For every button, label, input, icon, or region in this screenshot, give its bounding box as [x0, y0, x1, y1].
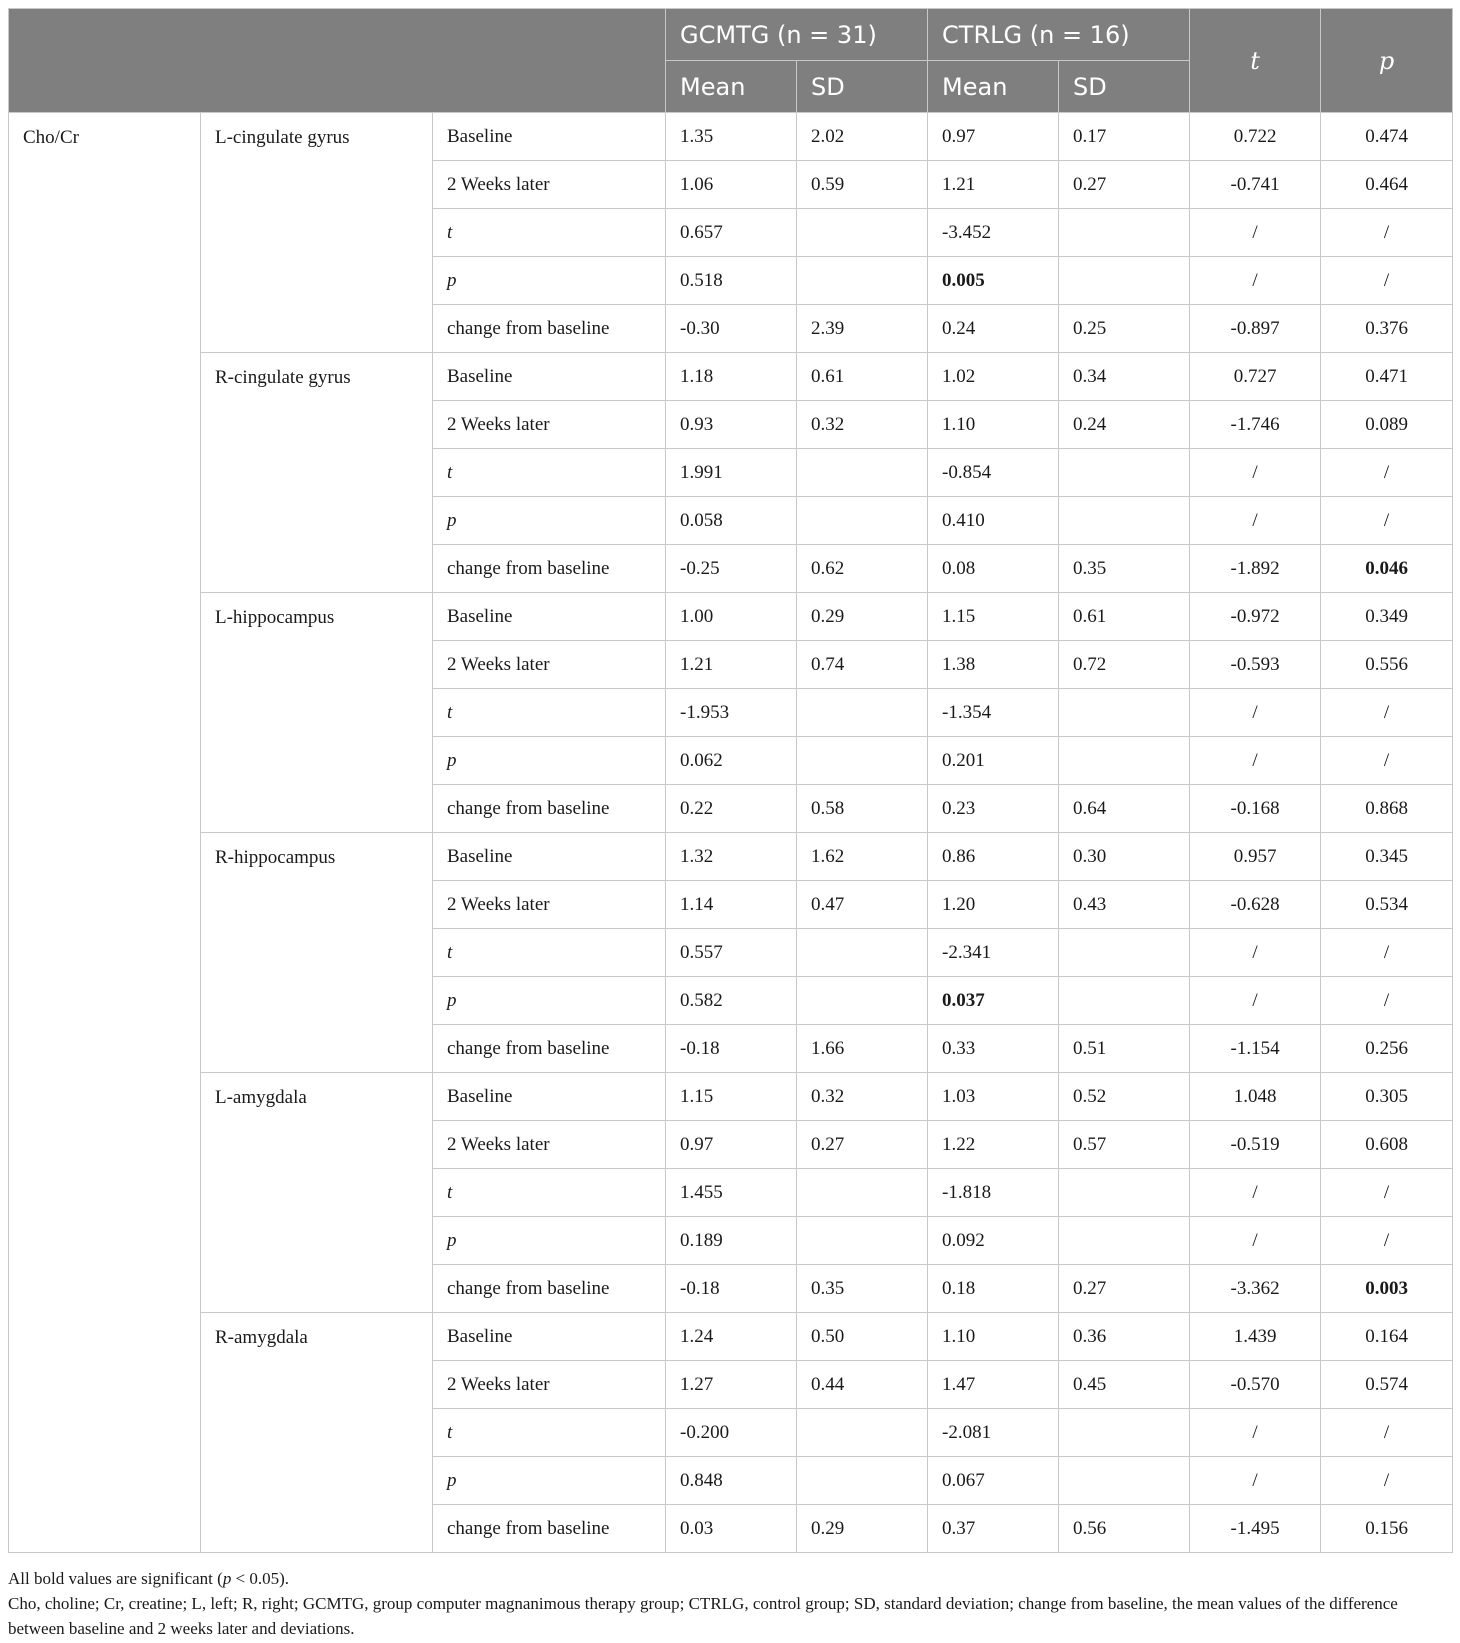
cell-g2-sd	[1059, 497, 1190, 545]
cell-g2-mean: 0.410	[928, 497, 1059, 545]
cell-g1-mean: 0.03	[666, 1505, 797, 1553]
cell-t: 0.957	[1190, 833, 1321, 881]
cell-g2-mean: 0.97	[928, 113, 1059, 161]
cell-g1-sd: 0.61	[797, 353, 928, 401]
cell-g1-sd	[797, 929, 928, 977]
cell-g2-mean: -1.818	[928, 1169, 1059, 1217]
cell-p: /	[1321, 1409, 1453, 1457]
cell-g2-sd: 0.43	[1059, 881, 1190, 929]
cell-g1-mean: -1.953	[666, 689, 797, 737]
header-g1-mean: Mean	[666, 61, 797, 113]
cell-p: 0.574	[1321, 1361, 1453, 1409]
cell-g1-sd	[797, 1217, 928, 1265]
cell-t: -0.570	[1190, 1361, 1321, 1409]
row-label: 2 Weeks later	[433, 1121, 666, 1169]
cell-g1-mean: 1.27	[666, 1361, 797, 1409]
cell-t: -0.593	[1190, 641, 1321, 689]
header-p: p	[1321, 9, 1453, 113]
cell-g2-sd: 0.35	[1059, 545, 1190, 593]
header-g1-sd: SD	[797, 61, 928, 113]
cell-g2-mean: 1.02	[928, 353, 1059, 401]
cell-g2-sd	[1059, 929, 1190, 977]
cell-t: 1.048	[1190, 1073, 1321, 1121]
table-row	[9, 353, 1453, 401]
row-label: 2 Weeks later	[433, 401, 666, 449]
cell-g1-sd	[797, 257, 928, 305]
header-g2-sd: SD	[1059, 61, 1190, 113]
cell-g1-sd	[797, 497, 928, 545]
cell-p: /	[1321, 689, 1453, 737]
region-label: R-hippocampus	[201, 833, 433, 1073]
row-label: t	[433, 1409, 666, 1457]
cell-g1-mean: 0.189	[666, 1217, 797, 1265]
cell-g2-sd: 0.17	[1059, 113, 1190, 161]
region-label: L-amygdala	[201, 1073, 433, 1313]
cell-p: 0.556	[1321, 641, 1453, 689]
cell-g1-sd: 0.59	[797, 161, 928, 209]
cell-p: /	[1321, 929, 1453, 977]
cell-g1-sd: 0.44	[797, 1361, 928, 1409]
cell-g1-mean: 1.00	[666, 593, 797, 641]
cell-g2-sd: 0.51	[1059, 1025, 1190, 1073]
cell-g1-mean: 1.18	[666, 353, 797, 401]
cell-g1-mean: -0.18	[666, 1265, 797, 1313]
cell-g2-mean: 1.38	[928, 641, 1059, 689]
cell-g2-sd	[1059, 257, 1190, 305]
region-label: R-cingulate gyrus	[201, 353, 433, 593]
cell-g1-sd: 0.35	[797, 1265, 928, 1313]
cell-p: /	[1321, 737, 1453, 785]
row-label: change from baseline	[433, 545, 666, 593]
cell-t: 1.439	[1190, 1313, 1321, 1361]
cell-p: /	[1321, 1169, 1453, 1217]
cell-g1-mean: 0.582	[666, 977, 797, 1025]
row-label: change from baseline	[433, 1025, 666, 1073]
cell-g2-mean: 0.037	[928, 977, 1059, 1025]
cell-g1-mean: -0.25	[666, 545, 797, 593]
cell-g1-sd	[797, 449, 928, 497]
cell-p: 0.474	[1321, 113, 1453, 161]
cell-g2-mean: 0.201	[928, 737, 1059, 785]
cell-g2-mean: 0.18	[928, 1265, 1059, 1313]
row-label: p	[433, 1457, 666, 1505]
cell-g1-sd	[797, 737, 928, 785]
cell-g1-sd: 1.66	[797, 1025, 928, 1073]
cell-g1-mean: 1.455	[666, 1169, 797, 1217]
cell-g2-mean: 0.067	[928, 1457, 1059, 1505]
cell-g2-sd	[1059, 977, 1190, 1025]
cell-g2-sd	[1059, 1409, 1190, 1457]
cell-g2-mean: 0.33	[928, 1025, 1059, 1073]
cell-p: /	[1321, 497, 1453, 545]
cell-g1-sd	[797, 1457, 928, 1505]
cell-g1-mean: -0.18	[666, 1025, 797, 1073]
row-label: 2 Weeks later	[433, 1361, 666, 1409]
cell-g1-sd: 0.29	[797, 593, 928, 641]
cell-p: 0.376	[1321, 305, 1453, 353]
table-row	[9, 113, 1453, 161]
region-label: L-hippocampus	[201, 593, 433, 833]
row-label: Baseline	[433, 353, 666, 401]
cell-t: /	[1190, 689, 1321, 737]
cell-g1-mean: 0.97	[666, 1121, 797, 1169]
cell-g2-sd: 0.27	[1059, 1265, 1190, 1313]
cell-g2-sd: 0.64	[1059, 785, 1190, 833]
cell-g1-mean: 0.848	[666, 1457, 797, 1505]
cell-p: 0.164	[1321, 1313, 1453, 1361]
cell-t: -3.362	[1190, 1265, 1321, 1313]
cell-g1-mean: 0.93	[666, 401, 797, 449]
bold-note-pre: All bold values are significant (	[8, 1569, 223, 1588]
cell-g2-sd	[1059, 449, 1190, 497]
row-label: 2 Weeks later	[433, 161, 666, 209]
cell-g1-sd: 0.32	[797, 1073, 928, 1121]
cell-g1-sd	[797, 209, 928, 257]
cell-p: 0.534	[1321, 881, 1453, 929]
footnotes	[8, 1566, 1452, 1641]
row-label: Baseline	[433, 593, 666, 641]
cell-g1-mean: 1.24	[666, 1313, 797, 1361]
cell-g2-sd: 0.72	[1059, 641, 1190, 689]
cell-g1-sd: 1.62	[797, 833, 928, 881]
cell-g1-sd: 2.39	[797, 305, 928, 353]
header-group2: CTRLG (n = 16)	[928, 9, 1190, 61]
cell-p: 0.089	[1321, 401, 1453, 449]
header-row-1	[9, 9, 1453, 61]
cell-g2-sd: 0.30	[1059, 833, 1190, 881]
cell-g1-mean: 1.991	[666, 449, 797, 497]
row-label: t	[433, 689, 666, 737]
cell-t: -0.897	[1190, 305, 1321, 353]
cell-g1-mean: -0.30	[666, 305, 797, 353]
cell-g2-mean: 0.005	[928, 257, 1059, 305]
cell-g1-mean: 0.557	[666, 929, 797, 977]
cell-g1-mean: 1.14	[666, 881, 797, 929]
cell-g2-mean: 1.21	[928, 161, 1059, 209]
cell-g1-sd: 0.32	[797, 401, 928, 449]
cell-g1-mean: 0.058	[666, 497, 797, 545]
cell-g2-sd: 0.45	[1059, 1361, 1190, 1409]
cell-t: -0.628	[1190, 881, 1321, 929]
cell-g2-mean: -0.854	[928, 449, 1059, 497]
cell-g1-sd: 0.50	[797, 1313, 928, 1361]
table-row	[9, 833, 1453, 881]
cell-p: /	[1321, 1457, 1453, 1505]
cell-p: 0.256	[1321, 1025, 1453, 1073]
cell-g2-mean: 0.08	[928, 545, 1059, 593]
table-row	[9, 593, 1453, 641]
cell-g2-mean: -1.354	[928, 689, 1059, 737]
row-label: Baseline	[433, 833, 666, 881]
row-label: p	[433, 977, 666, 1025]
cell-t: /	[1190, 1217, 1321, 1265]
cell-g2-mean: 1.10	[928, 401, 1059, 449]
table-container	[8, 8, 1452, 1553]
cell-g1-sd: 0.29	[797, 1505, 928, 1553]
cell-p: /	[1321, 977, 1453, 1025]
cell-t: 0.722	[1190, 113, 1321, 161]
row-label: change from baseline	[433, 1265, 666, 1313]
cell-t: /	[1190, 977, 1321, 1025]
cell-g2-mean: 1.20	[928, 881, 1059, 929]
cell-g1-sd: 0.27	[797, 1121, 928, 1169]
cell-t: /	[1190, 1457, 1321, 1505]
cell-t: /	[1190, 929, 1321, 977]
cell-g2-sd: 0.61	[1059, 593, 1190, 641]
table-row	[9, 1313, 1453, 1361]
row-label: p	[433, 497, 666, 545]
cell-g1-mean: 1.21	[666, 641, 797, 689]
cell-t: /	[1190, 497, 1321, 545]
cell-g2-mean: 0.24	[928, 305, 1059, 353]
cell-g1-mean: 1.06	[666, 161, 797, 209]
bold-note	[8, 1566, 1452, 1591]
row-label: Baseline	[433, 113, 666, 161]
cell-g2-mean: 0.092	[928, 1217, 1059, 1265]
cell-g2-sd: 0.52	[1059, 1073, 1190, 1121]
region-label: L-cingulate gyrus	[201, 113, 433, 353]
table-body	[9, 113, 1453, 1553]
metric-label: Cho/Cr	[9, 113, 201, 1553]
cell-g2-sd: 0.25	[1059, 305, 1190, 353]
cell-g1-mean: 0.657	[666, 209, 797, 257]
region-label: R-amygdala	[201, 1313, 433, 1553]
cell-g2-sd: 0.57	[1059, 1121, 1190, 1169]
cell-g2-mean: 0.86	[928, 833, 1059, 881]
row-label: change from baseline	[433, 785, 666, 833]
results-table	[8, 8, 1453, 1553]
cell-p: 0.608	[1321, 1121, 1453, 1169]
cell-p: 0.345	[1321, 833, 1453, 881]
cell-g2-mean: -2.341	[928, 929, 1059, 977]
cell-g1-mean: 1.15	[666, 1073, 797, 1121]
cell-p: /	[1321, 209, 1453, 257]
cell-g1-mean: 0.22	[666, 785, 797, 833]
header-group1: GCMTG (n = 31)	[666, 9, 928, 61]
bold-note-post: < 0.05).	[231, 1569, 290, 1588]
cell-g1-sd: 0.62	[797, 545, 928, 593]
cell-g2-mean: 1.03	[928, 1073, 1059, 1121]
cell-t: /	[1190, 1409, 1321, 1457]
cell-g1-sd: 2.02	[797, 113, 928, 161]
cell-g2-mean: 1.10	[928, 1313, 1059, 1361]
cell-g1-mean: -0.200	[666, 1409, 797, 1457]
cell-g2-mean: 1.47	[928, 1361, 1059, 1409]
cell-p: 0.305	[1321, 1073, 1453, 1121]
row-label: p	[433, 737, 666, 785]
cell-g1-sd	[797, 689, 928, 737]
cell-t: -1.154	[1190, 1025, 1321, 1073]
cell-g1-mean: 1.35	[666, 113, 797, 161]
cell-g2-sd: 0.34	[1059, 353, 1190, 401]
cell-t: /	[1190, 257, 1321, 305]
cell-t: -0.519	[1190, 1121, 1321, 1169]
cell-g2-mean: -3.452	[928, 209, 1059, 257]
cell-p: 0.868	[1321, 785, 1453, 833]
cell-t: -1.892	[1190, 545, 1321, 593]
cell-g2-sd	[1059, 1169, 1190, 1217]
cell-g1-sd: 0.74	[797, 641, 928, 689]
cell-t: /	[1190, 449, 1321, 497]
cell-g2-mean: 0.23	[928, 785, 1059, 833]
row-label: Baseline	[433, 1073, 666, 1121]
cell-p: 0.156	[1321, 1505, 1453, 1553]
row-label: t	[433, 1169, 666, 1217]
row-label: t	[433, 209, 666, 257]
table-row	[9, 1073, 1453, 1121]
cell-g2-sd: 0.27	[1059, 161, 1190, 209]
cell-g2-sd	[1059, 209, 1190, 257]
row-label: p	[433, 1217, 666, 1265]
cell-p: 0.464	[1321, 161, 1453, 209]
cell-g2-sd: 0.24	[1059, 401, 1190, 449]
bold-note-p: p	[222, 1569, 232, 1588]
row-label: t	[433, 449, 666, 497]
cell-t: -0.972	[1190, 593, 1321, 641]
cell-g1-mean: 0.062	[666, 737, 797, 785]
cell-t: -1.495	[1190, 1505, 1321, 1553]
cell-g1-sd: 0.58	[797, 785, 928, 833]
cell-p: /	[1321, 257, 1453, 305]
cell-g2-mean: 1.22	[928, 1121, 1059, 1169]
cell-g1-mean: 1.32	[666, 833, 797, 881]
cell-g2-mean: 0.37	[928, 1505, 1059, 1553]
row-label: p	[433, 257, 666, 305]
cell-p: /	[1321, 1217, 1453, 1265]
cell-g2-mean: -2.081	[928, 1409, 1059, 1457]
row-label: 2 Weeks later	[433, 881, 666, 929]
cell-t: -0.168	[1190, 785, 1321, 833]
row-label: change from baseline	[433, 305, 666, 353]
cell-g2-sd: 0.36	[1059, 1313, 1190, 1361]
cell-p: 0.471	[1321, 353, 1453, 401]
header-g2-mean: Mean	[928, 61, 1059, 113]
cell-g2-sd: 0.56	[1059, 1505, 1190, 1553]
cell-t: -1.746	[1190, 401, 1321, 449]
cell-t: -0.741	[1190, 161, 1321, 209]
cell-t: 0.727	[1190, 353, 1321, 401]
cell-g1-mean: 0.518	[666, 257, 797, 305]
cell-p: 0.003	[1321, 1265, 1453, 1313]
cell-g2-sd	[1059, 737, 1190, 785]
cell-g1-sd	[797, 1169, 928, 1217]
header-blank-cell	[9, 9, 666, 113]
cell-p: 0.349	[1321, 593, 1453, 641]
cell-g2-sd	[1059, 1217, 1190, 1265]
cell-t: /	[1190, 737, 1321, 785]
row-label: t	[433, 929, 666, 977]
header-t: t	[1190, 9, 1321, 113]
cell-g1-sd: 0.47	[797, 881, 928, 929]
cell-g2-sd	[1059, 689, 1190, 737]
cell-g1-sd	[797, 1409, 928, 1457]
abbreviations-note: Cho, choline; Cr, creatine; L, left; R, right; GCMTG, group computer magnanimous therapy group; CTRLG, control group; SD, standard deviation; change from baseline, the mean values of the difference between baseline and 2 weeks later and deviations.	[8, 1594, 1398, 1638]
row-label: change from baseline	[433, 1505, 666, 1553]
cell-g2-mean: 1.15	[928, 593, 1059, 641]
cell-t: /	[1190, 209, 1321, 257]
cell-p: /	[1321, 449, 1453, 497]
row-label: Baseline	[433, 1313, 666, 1361]
cell-t: /	[1190, 1169, 1321, 1217]
cell-g1-sd	[797, 977, 928, 1025]
cell-g2-sd	[1059, 1457, 1190, 1505]
cell-p: 0.046	[1321, 545, 1453, 593]
row-label: 2 Weeks later	[433, 641, 666, 689]
